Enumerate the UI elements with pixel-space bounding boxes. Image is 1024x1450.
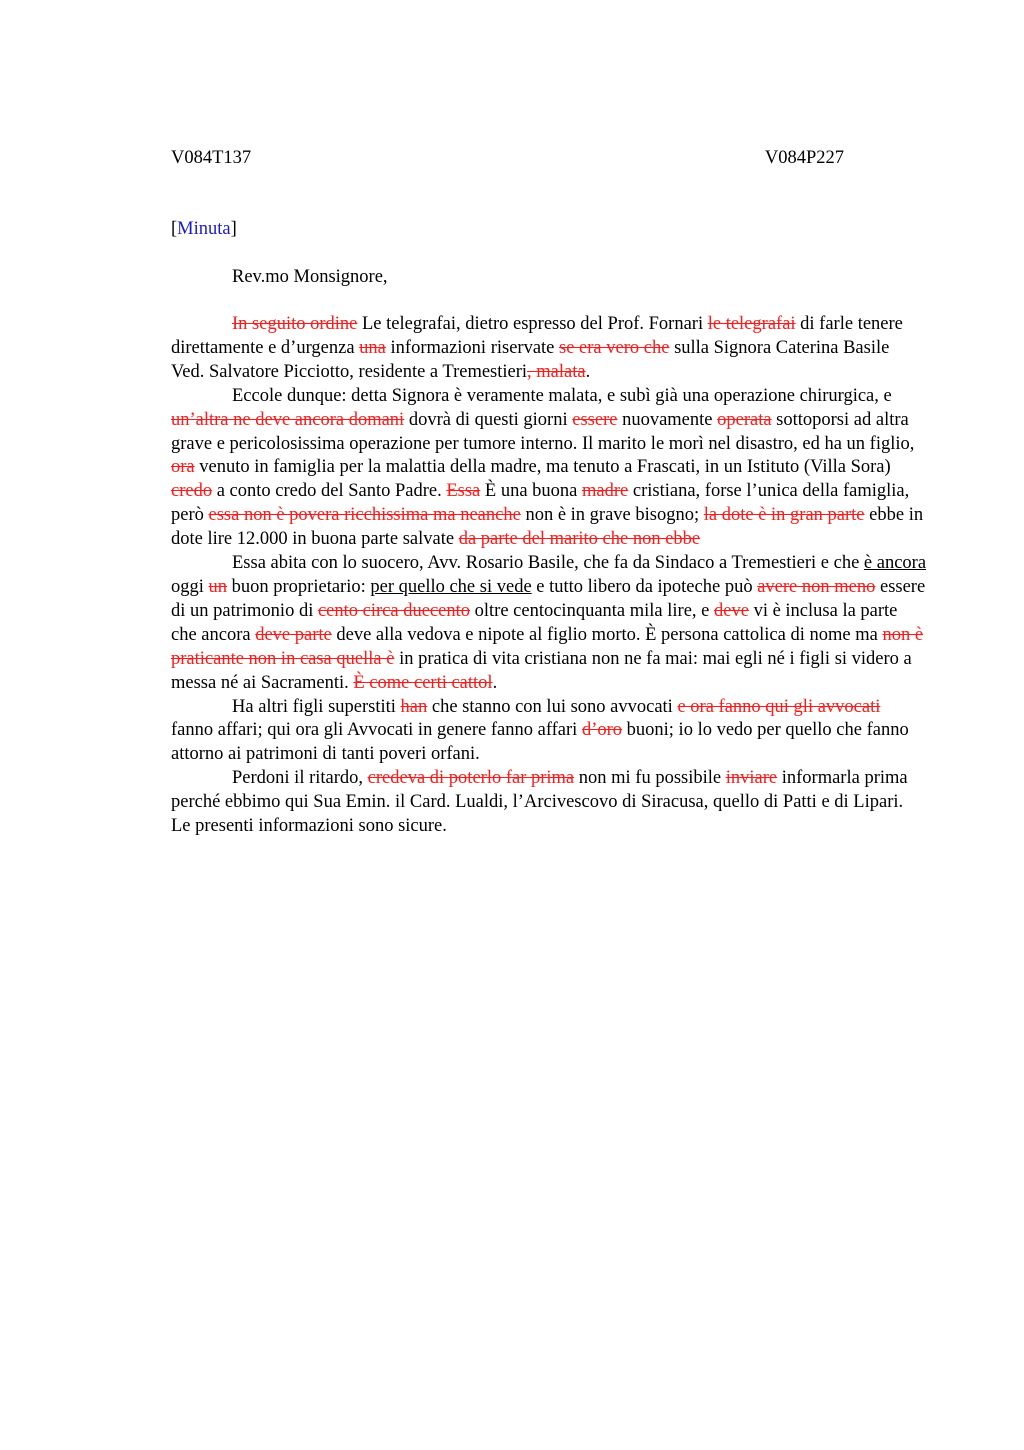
deleted-text: Essa bbox=[446, 481, 481, 502]
deleted-text: madre bbox=[582, 481, 629, 502]
minuta-open-bracket: [ bbox=[171, 219, 178, 239]
paragraph-text: Ha altri figli superstiti bbox=[232, 696, 401, 717]
paragraph-text: fanno affari; qui ora gli Avvocati in genere fanno affari bbox=[171, 720, 582, 741]
deleted-text: inviare bbox=[725, 768, 778, 789]
paragraph-text: oltre centocinquanta mila lire, e bbox=[470, 600, 714, 621]
letter-paragraph bbox=[171, 552, 927, 695]
deleted-text: ora bbox=[171, 457, 195, 478]
letter-body bbox=[171, 313, 927, 839]
paragraph-text: deve alla vedova e nipote al figlio morto. È persona cattolica di nome ma bbox=[331, 624, 883, 645]
paragraph-text: . bbox=[492, 672, 498, 693]
paragraph-text: Essa abita con lo suocero, Avv. Rosario Basile, che fa da Sindaco a Tremestieri e che bbox=[232, 553, 864, 574]
paragraph-text: buoni; io lo vedo per quello che fanno attorno ai patrimoni di tanti poveri orfani. bbox=[171, 720, 909, 765]
paragraph-text: cristiana, forse l’unica della famiglia, però bbox=[171, 481, 910, 526]
deleted-text: operata bbox=[717, 409, 772, 430]
deleted-text: È come certi cattol bbox=[353, 672, 493, 693]
paragraph-text: in pratica di vita cristiana non ne fa mai: mai egli né i figli si videro a messa né ai Sacramenti. bbox=[171, 648, 912, 693]
deleted-text: credo bbox=[171, 481, 213, 502]
deleted-text: In seguito ordine bbox=[232, 314, 358, 334]
deleted-text: deve parte bbox=[255, 624, 332, 645]
paragraph-text: informazioni riservate bbox=[385, 337, 560, 358]
deleted-text: essere bbox=[572, 409, 618, 430]
paragraph-text: non è in grave bisogno; bbox=[520, 505, 704, 526]
deleted-text: una bbox=[359, 337, 386, 358]
paragraph-text: buon proprietario: bbox=[227, 576, 371, 597]
letter-paragraph bbox=[171, 313, 927, 385]
deleted-text: cento circa duecento bbox=[317, 600, 470, 621]
paragraph-text: informarla prima perché ebbimo qui Sua Emin. il Card. Lualdi, l’Arcivescovo di Siracusa, quello di Patti e di Lipari. Le presenti informazioni sono sicure. bbox=[171, 768, 908, 837]
deleted-text: , malata bbox=[527, 361, 586, 382]
paragraph-text: e tutto libero da ipoteche può bbox=[531, 576, 758, 597]
deleted-text: essa non è povera ricchissima ma neanche bbox=[208, 505, 521, 526]
paragraph-text: che stanno con lui sono avvocati bbox=[427, 696, 678, 717]
paragraph-text: di farle tenere direttamente e d’urgenza bbox=[171, 314, 903, 358]
paragraph-text: Le telegrafai, dietro espresso del Prof. Fornari bbox=[357, 314, 708, 334]
paragraph-text: vi è inclusa la parte che ancora bbox=[171, 600, 898, 645]
deleted-text: se era vero che bbox=[559, 337, 670, 358]
deleted-text: la dote è in gran parte bbox=[703, 505, 865, 526]
minuta-close-bracket: ] bbox=[230, 219, 237, 239]
deleted-text: deve bbox=[714, 600, 749, 621]
paragraph-text: sulla Signora Caterina Basile Ved. Salvatore Picciotto, residente a Tremestieri bbox=[171, 337, 890, 382]
deleted-text: un bbox=[208, 576, 228, 597]
paragraph-text: sottoporsi ad altra grave e pericolosissima operazione per tumore interno. Il marito le morì nel disastro, ed ha un figlio, bbox=[171, 409, 915, 454]
salutation: Rev.mo Monsignore, bbox=[232, 267, 388, 287]
minuta-tag bbox=[171, 217, 237, 241]
volume-page-reference: V084P227 bbox=[764, 148, 844, 168]
letter-paragraph bbox=[171, 767, 927, 839]
paragraph-text: Eccole dunque: detta Signora è veramente malata, e subì già una operazione chirurgica, e bbox=[232, 385, 892, 406]
deleted-text: le telegrafai bbox=[707, 314, 796, 334]
paragraph-text: essere di un patrimonio di bbox=[171, 576, 926, 621]
letter-paragraph bbox=[171, 696, 927, 768]
paragraph-text: È una buona bbox=[480, 481, 583, 502]
deleted-text: un’altra ne deve ancora domani bbox=[171, 409, 405, 430]
paragraph-text: Perdoni il ritardo, bbox=[232, 768, 368, 789]
deleted-text: non è praticante non in casa quella è bbox=[171, 624, 924, 669]
paragraph-text: a conto credo del Santo Padre. bbox=[212, 481, 447, 502]
deleted-text: d’oro bbox=[581, 720, 623, 741]
deleted-text: avere non meno bbox=[757, 576, 876, 597]
underlined-text: è ancora bbox=[863, 553, 927, 574]
paragraph-text: venuto in famiglia per la malattia della madre, ma tenuto a Frascati, in un Istituto (Villa Sora) bbox=[194, 457, 891, 478]
underlined-text: per quello che si vede bbox=[370, 576, 532, 597]
paragraph-text: ebbe in dote lire 12.000 in buona parte salvate bbox=[171, 505, 924, 550]
paragraph-text: oggi bbox=[171, 576, 209, 597]
paragraph-text: dovrà di questi giorni bbox=[404, 409, 573, 430]
deleted-text: e ora fanno qui gli avvocati bbox=[677, 696, 881, 717]
deleted-text: han bbox=[400, 696, 428, 717]
paragraph-text: non mi fu possibile bbox=[574, 768, 726, 789]
paragraph-text: . bbox=[585, 361, 591, 382]
deleted-text: credeva di poterlo far prima bbox=[367, 768, 575, 789]
paragraph-text: nuovamente bbox=[617, 409, 718, 430]
minuta-label: Minuta bbox=[177, 219, 231, 239]
document-page bbox=[171, 0, 927, 1450]
volume-text-reference: V084T137 bbox=[171, 148, 252, 168]
letter-paragraph bbox=[171, 385, 927, 552]
deleted-text: da parte del marito che non ebbe bbox=[458, 529, 701, 550]
